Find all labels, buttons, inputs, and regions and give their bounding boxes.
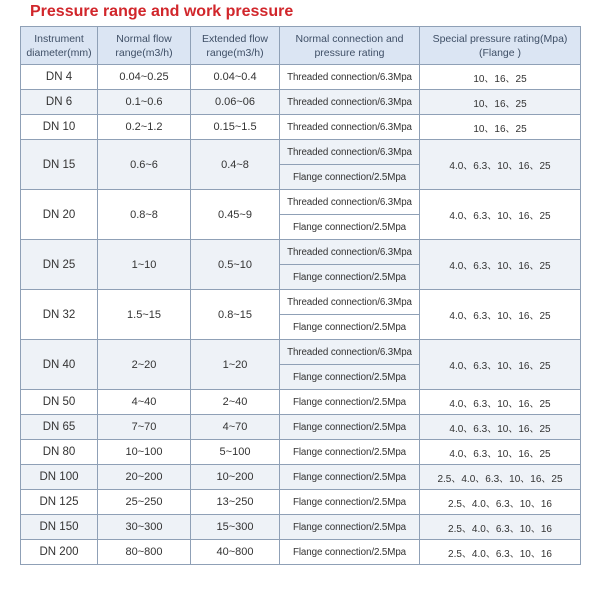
table-row (21, 340, 581, 365)
instrument-diameter-cell: DN 125 (21, 490, 98, 515)
instrument-diameter-cell: DN 100 (21, 465, 98, 490)
connection-rating-cell: Flange connection/2.5Mpa (280, 365, 420, 390)
table-row (21, 290, 581, 315)
extended-flow-cell: 40~800 (191, 540, 280, 565)
extended-flow-cell: 5~100 (191, 440, 280, 465)
special-pressure-cell: 4.0、6.3、10、16、25 (420, 340, 581, 390)
normal-flow-cell: 2~20 (98, 340, 191, 390)
connection-rating-cell: Threaded connection/6.3Mpa (280, 65, 420, 90)
normal-flow-cell: 25~250 (98, 490, 191, 515)
table-row (21, 540, 581, 565)
extended-flow-cell: 15~300 (191, 515, 280, 540)
instrument-diameter-cell: DN 4 (21, 65, 98, 90)
normal-flow-cell: 7~70 (98, 415, 191, 440)
table-row (21, 190, 581, 215)
special-pressure-cell: 4.0、6.3、10、16、25 (420, 415, 581, 440)
connection-rating-cell: Flange connection/2.5Mpa (280, 540, 420, 565)
instrument-diameter-cell: DN 80 (21, 440, 98, 465)
special-pressure-cell: 2.5、4.0、6.3、10、16 (420, 540, 581, 565)
table-row (21, 515, 581, 540)
special-pressure-cell: 4.0、6.3、10、16、25 (420, 290, 581, 340)
header-normal-flow-range: Normal flow range(m3/h) (98, 27, 191, 65)
table-row (21, 490, 581, 515)
connection-rating-cell: Threaded connection/6.3Mpa (280, 240, 420, 265)
connection-rating-cell: Flange connection/2.5Mpa (280, 390, 420, 415)
special-pressure-cell: 4.0、6.3、10、16、25 (420, 390, 581, 415)
special-pressure-cell: 4.0、6.3、10、16、25 (420, 440, 581, 465)
normal-flow-cell: 0.6~6 (98, 140, 191, 190)
table-row (21, 90, 581, 115)
connection-rating-cell: Threaded connection/6.3Mpa (280, 340, 420, 365)
instrument-diameter-cell: DN 200 (21, 540, 98, 565)
normal-flow-cell: 80~800 (98, 540, 191, 565)
pressure-range-table (20, 26, 581, 565)
connection-rating-cell: Flange connection/2.5Mpa (280, 265, 420, 290)
connection-rating-cell: Flange connection/2.5Mpa (280, 315, 420, 340)
instrument-diameter-cell: DN 20 (21, 190, 98, 240)
connection-rating-cell: Threaded connection/6.3Mpa (280, 190, 420, 215)
normal-flow-cell: 0.2~1.2 (98, 115, 191, 140)
normal-flow-cell: 10~100 (98, 440, 191, 465)
instrument-diameter-cell: DN 50 (21, 390, 98, 415)
page-title: Pressure range and work pressure (30, 3, 294, 20)
header-extended-flow-range: Extended flow range(m3/h) (191, 27, 280, 65)
instrument-diameter-cell: DN 25 (21, 240, 98, 290)
instrument-diameter-cell: DN 6 (21, 90, 98, 115)
table-row (21, 140, 581, 165)
instrument-diameter-cell: DN 65 (21, 415, 98, 440)
connection-rating-cell: Flange connection/2.5Mpa (280, 215, 420, 240)
header-special-pressure-rating: Special pressure rating(Mpa)(Flange ) (420, 27, 581, 65)
normal-flow-cell: 4~40 (98, 390, 191, 415)
normal-flow-cell: 0.1~0.6 (98, 90, 191, 115)
instrument-diameter-cell: DN 15 (21, 140, 98, 190)
connection-rating-cell: Threaded connection/6.3Mpa (280, 290, 420, 315)
table-row (21, 390, 581, 415)
table-body (21, 65, 581, 565)
instrument-diameter-cell: DN 150 (21, 515, 98, 540)
connection-rating-cell: Flange connection/2.5Mpa (280, 515, 420, 540)
connection-rating-cell: Threaded connection/6.3Mpa (280, 115, 420, 140)
special-pressure-cell: 2.5、4.0、6.3、10、16 (420, 515, 581, 540)
normal-flow-cell: 0.04~0.25 (98, 65, 191, 90)
table-header (21, 27, 581, 65)
special-pressure-cell: 10、16、25 (420, 90, 581, 115)
extended-flow-cell: 0.06~06 (191, 90, 280, 115)
special-pressure-cell: 4.0、6.3、10、16、25 (420, 140, 581, 190)
header-connection-pressure-rating: Normal connection and pressure rating (280, 27, 420, 65)
extended-flow-cell: 1~20 (191, 340, 280, 390)
connection-rating-cell: Flange connection/2.5Mpa (280, 465, 420, 490)
special-pressure-cell: 10、16、25 (420, 65, 581, 90)
table-row (21, 65, 581, 90)
special-pressure-cell: 10、16、25 (420, 115, 581, 140)
header-instrument-diameter: Instrument diameter(mm) (21, 27, 98, 65)
special-pressure-cell: 4.0、6.3、10、16、25 (420, 240, 581, 290)
normal-flow-cell: 1~10 (98, 240, 191, 290)
special-pressure-cell: 4.0、6.3、10、16、25 (420, 190, 581, 240)
special-pressure-cell: 2.5、4.0、6.3、10、16 (420, 490, 581, 515)
extended-flow-cell: 2~40 (191, 390, 280, 415)
extended-flow-cell: 0.15~1.5 (191, 115, 280, 140)
extended-flow-cell: 0.4~8 (191, 140, 280, 190)
extended-flow-cell: 0.04~0.4 (191, 65, 280, 90)
extended-flow-cell: 0.8~15 (191, 290, 280, 340)
normal-flow-cell: 30~300 (98, 515, 191, 540)
extended-flow-cell: 10~200 (191, 465, 280, 490)
normal-flow-cell: 1.5~15 (98, 290, 191, 340)
extended-flow-cell: 0.5~10 (191, 240, 280, 290)
special-pressure-cell: 2.5、4.0、6.3、10、16、25 (420, 465, 581, 490)
connection-rating-cell: Flange connection/2.5Mpa (280, 440, 420, 465)
normal-flow-cell: 0.8~8 (98, 190, 191, 240)
table-row (21, 415, 581, 440)
extended-flow-cell: 0.45~9 (191, 190, 280, 240)
header-row (21, 27, 581, 65)
connection-rating-cell: Threaded connection/6.3Mpa (280, 90, 420, 115)
table-row (21, 240, 581, 265)
normal-flow-cell: 20~200 (98, 465, 191, 490)
extended-flow-cell: 13~250 (191, 490, 280, 515)
instrument-diameter-cell: DN 40 (21, 340, 98, 390)
table-row (21, 115, 581, 140)
instrument-diameter-cell: DN 10 (21, 115, 98, 140)
connection-rating-cell: Threaded connection/6.3Mpa (280, 140, 420, 165)
connection-rating-cell: Flange connection/2.5Mpa (280, 415, 420, 440)
extended-flow-cell: 4~70 (191, 415, 280, 440)
connection-rating-cell: Flange connection/2.5Mpa (280, 165, 420, 190)
connection-rating-cell: Flange connection/2.5Mpa (280, 490, 420, 515)
table-row (21, 440, 581, 465)
table-row (21, 465, 581, 490)
instrument-diameter-cell: DN 32 (21, 290, 98, 340)
